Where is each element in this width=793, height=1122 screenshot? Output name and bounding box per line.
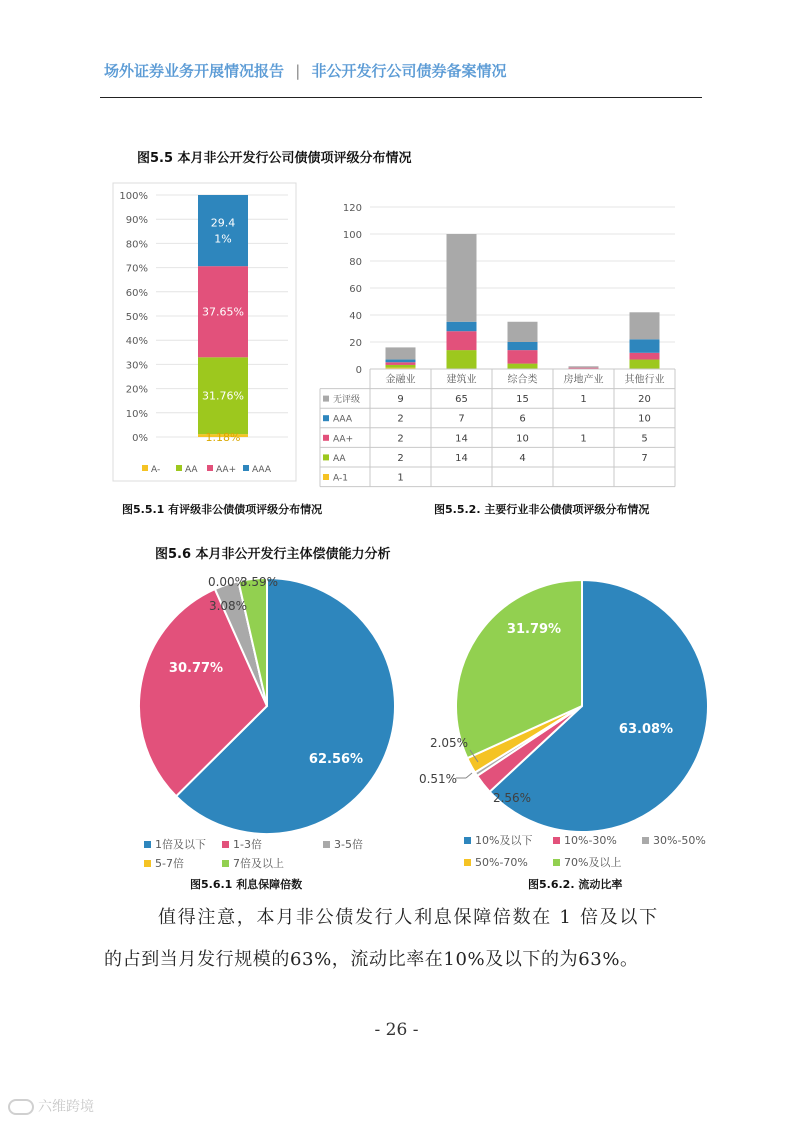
legend-swatch [464,859,471,866]
y-tick-label: 120 [342,203,362,214]
x-category-label: 金融业 [385,374,416,386]
y-tick-label: 70% [125,263,148,275]
data-label: 1.18% [205,431,241,444]
pie-data-label: 63.08% [618,722,674,737]
bar-segment-AAA [630,339,660,353]
legend-swatch [207,465,213,471]
table-cell: 2 [397,413,404,425]
industry-stacked-bar-chart [320,193,678,484]
table-cell: 1 [580,394,587,406]
bar-segment-AA [386,365,416,368]
legend-label: AA [185,465,198,475]
table-cell: 4 [519,452,526,464]
data-label: 29.4 [210,216,236,230]
running-header [104,60,507,81]
table-row-label: A-1 [333,473,348,484]
bar-segment-无评级 [447,234,477,322]
table-cell: 20 [638,394,651,406]
table-cell: 65 [455,394,468,406]
table-cell: 2 [397,433,404,445]
watermark-text: 六维跨境 [38,1099,94,1115]
legend-swatch [323,841,330,848]
bar-segment-无评级 [569,366,599,367]
x-category-label: 综合类 [507,374,538,386]
y-tick-label: 0 [355,365,362,376]
data-label: 37.65% [202,305,244,319]
legend-label: AAA [252,465,271,475]
bar-segment-无评级 [630,312,660,339]
pie-data-label: 3.08% [208,599,248,613]
legend-swatch [464,837,471,844]
table-row-label: AAA [333,414,352,425]
legend-swatch [553,859,560,866]
bar-segment-AAA [198,195,248,266]
bar-segment-AA [508,364,538,369]
legend-label: 30%-50% [653,834,706,847]
table-cell: 15 [516,394,529,406]
watermark-logo [8,1096,94,1116]
bar-segment-AAA [447,322,477,331]
x-category-label: 建筑业 [446,374,477,386]
table-legend-swatch [323,474,329,480]
table-cell: 2 [397,452,404,464]
legend-label: 50%-70% [475,856,528,869]
table-cell: 1 [580,433,587,445]
header-rule [100,97,702,98]
table-legend-swatch [323,454,329,460]
table-row-label: AA [333,453,346,464]
legend-swatch [243,465,249,471]
bar-segment-AA+ [508,350,538,364]
x-category-label: 其他行业 [624,374,665,386]
y-tick-label: 0% [132,433,148,444]
y-tick-label: 40 [349,311,362,322]
bar-segment-AA [447,350,477,369]
legend-swatch [553,837,560,844]
y-tick-label: 30% [125,360,148,372]
y-tick-label: 80 [349,257,362,268]
y-tick-label: 100 [342,230,362,241]
legend-swatch [642,837,649,844]
legend-label: 1倍及以下 [155,838,206,851]
legend-label: 70%及以上 [564,856,622,869]
watermark-icon [8,1099,34,1115]
legend-label: 7倍及以上 [233,857,284,870]
table-legend-swatch [323,435,329,441]
y-tick-label: 60 [349,284,362,295]
y-tick-label: 100% [119,191,148,202]
table-cell: 10 [516,433,529,445]
interest-coverage-pie-chart [118,568,418,878]
figure-5-6-title: 图5.6 本月非公开发行主体偿债能力分析 [155,547,391,562]
bar-segment-无评级 [386,347,416,359]
figure-5-5-1-caption: 图5.5.1 有评级非公债债项评级分布情况 [122,503,323,516]
rating-stacked-bar-chart [112,182,297,482]
bar-segment-AA+ [386,362,416,365]
y-tick-label: 20 [349,338,362,349]
legend-swatch [222,860,229,867]
leader-line [466,773,472,778]
legend-label: A- [151,465,161,475]
table-cell: 5 [641,433,648,445]
bar-segment-AAA [386,360,416,363]
legend-label: AA+ [216,465,237,475]
legend-swatch [144,841,151,848]
table-row-label: 无评级 [333,395,361,406]
table-cell: 14 [455,452,468,464]
legend-label: 10%-30% [564,834,617,847]
pie-data-label: 0.00% [207,575,247,589]
table-cell: 7 [458,413,465,425]
body-paragraph-line-2: 的占到当月发行规模的63%，流动比率在10%及以下的为63%。 [104,949,639,970]
figure-5-5-title: 图5.5 本月非公开发行公司债债项评级分布情况 [137,151,412,166]
y-tick-label: 90% [125,215,148,227]
data-label: 1% [214,232,232,246]
header-right: 非公开发行公司债券备案情况 [311,62,507,80]
legend-label: 1-3倍 [233,838,262,851]
header-separator: | [295,62,301,80]
figure-5-6-1-caption: 图5.6.1 利息保障倍数 [190,878,303,891]
table-cell: 1 [397,472,404,484]
y-tick-label: 60% [125,287,148,299]
table-cell: 7 [641,452,648,464]
y-tick-label: 50% [125,312,148,323]
table-legend-swatch [323,415,329,421]
x-category-label: 房地产业 [563,374,604,386]
table-cell: 10 [638,413,651,425]
legend-label: 3-5倍 [334,838,363,851]
y-tick-label: 10% [125,408,148,420]
pie-data-label: 62.56% [308,752,364,767]
figure-5-5-2-caption: 图5.5.2. 主要行业非公债债项评级分布情况 [434,503,650,516]
pie-data-label: 30.77% [168,661,224,676]
legend-swatch [144,860,151,867]
data-label: 31.76% [202,389,244,403]
y-tick-label: 80% [125,239,148,251]
table-cell: 9 [397,394,404,406]
header-left: 场外证券业务开展情况报告 [104,62,285,80]
table-cell: 6 [519,413,526,425]
legend-swatch [222,841,229,848]
pie-data-label: 3.59% [239,575,279,589]
legend-swatch [142,465,148,471]
pie-data-label: 0.51% [418,772,458,786]
pie-data-label: 31.79% [506,622,562,637]
bar-segment-AA+ [630,353,660,360]
bar-segment-AA [630,360,660,369]
current-ratio-pie-chart [412,568,722,878]
figure-5-6-2-caption: 图5.6.2. 流动比率 [528,878,623,891]
table-legend-swatch [323,396,329,402]
legend-swatch [176,465,182,471]
pie-data-label: 2.05% [429,736,469,750]
bar-segment-无评级 [508,322,538,342]
table-row-label: AA+ [333,434,354,445]
bar-segment-AAA [508,342,538,350]
legend-label: 10%及以下 [475,834,533,847]
body-paragraph-line-1: 值得注意，本月非公债发行人利息保障倍数在 1 倍及以下 [158,907,659,928]
legend-label: 5-7倍 [155,857,184,870]
pie-data-label: 2.56% [492,791,532,805]
page-number: - 26 - [374,1020,419,1040]
table-cell: 14 [455,433,468,445]
y-tick-label: 40% [125,336,148,348]
bar-segment-AA+ [447,331,477,350]
y-tick-label: 20% [125,384,148,396]
